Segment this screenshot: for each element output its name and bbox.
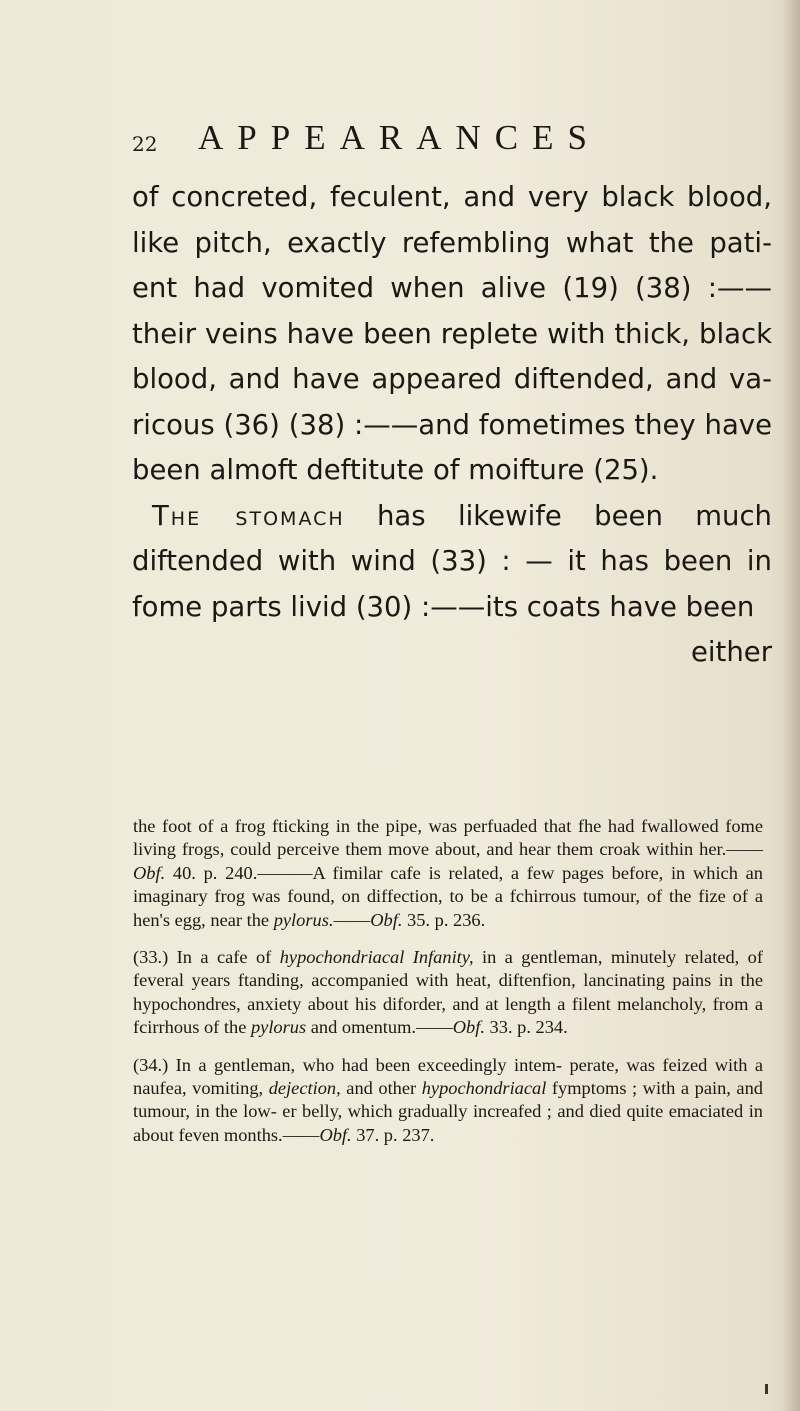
footnote-text: in a gentleman, minutely related, of feveral years ftanding, accompanied with heat, diftenfion, lancinating pains in the hypochondres, anxiety about his diforder, and at length a filent melancholy, from a fcirrhous of the [133,947,764,1038]
footnote-citation: Obf. [319,1124,352,1145]
page-number: 22 [132,132,158,156]
footnote-citation: Obf. [133,862,166,883]
footnote-citation: Obf. [370,909,403,930]
footnote-text: and omentum.—— [306,1017,453,1038]
footnote-text: 35. p. 236. [402,909,486,930]
footnote-italic-term: pylorus. [273,909,334,930]
footnote-italic-term: dejection, [268,1078,341,1099]
footnote-34 [133,1054,763,1148]
footnote-italic-term: pylorus [250,1017,307,1038]
footnote-italic-term: hypochondriacal Infanity, [279,947,474,968]
catchword: either [691,636,772,668]
footnote-italic-term: hypochondriacal [421,1078,547,1099]
footnote-text: 33. p. 234. [484,1017,568,1038]
footnote-text: 37. p. 237. [351,1124,435,1145]
paragraph-1: of concreted, feculent, and very black blood, like pitch, exactly refembling what the pati- ent had vomited when alive (19) (38) :—— their veins have been replete with thick, black blood, and have appeared diftended, and va- ricous (36) (38) :——and fometimes they have been almoft deftitute of moifture (25). [132,181,772,486]
running-head: APPEARANCES [198,118,601,157]
footnote-text: (33.) In a cafe of [133,947,280,968]
footnote-text: the foot of a frog fticking in the pipe, was perfuaded that fhe had fwallowed fome living frogs, could perceive them move about, and hear them croak within her.—— [133,816,763,860]
printer-mark [765,1384,768,1394]
footnote-text: fymptoms ; with a pain, and tumour, in the low- er belly, which gradually increafed ; and died quite emaciated in about feven months.—— [133,1078,763,1145]
paragraph-2 [132,494,772,631]
footnote-text: —— [333,909,371,930]
main-text [132,175,772,676]
footnote-33 [133,946,763,1040]
footnote-text: (34.) In a gentleman, who had been exceedingly intem- perate, was feized with a naufea, vomiting, [133,1054,763,1099]
footnote-text: 40. p. 240.———A fimilar cafe is related, a few pages before, in which an imaginary frog was found, on diffection, to be a fchirrous tumour, of the fize of a hen's egg, near the [133,862,763,930]
footnote-text: and other [340,1078,422,1099]
footnote-citation: Obf. [452,1017,485,1038]
footnote-continued [133,815,763,932]
footnotes [133,815,763,1161]
small-caps-lead: The stomach [152,499,345,532]
paragraph-2-text: has likewife been much diftended with wind (33) : — it has been in fome parts livid (30) :——its coats have been [132,499,772,623]
page-edge-shadow [782,0,800,1411]
page-header [132,118,752,168]
